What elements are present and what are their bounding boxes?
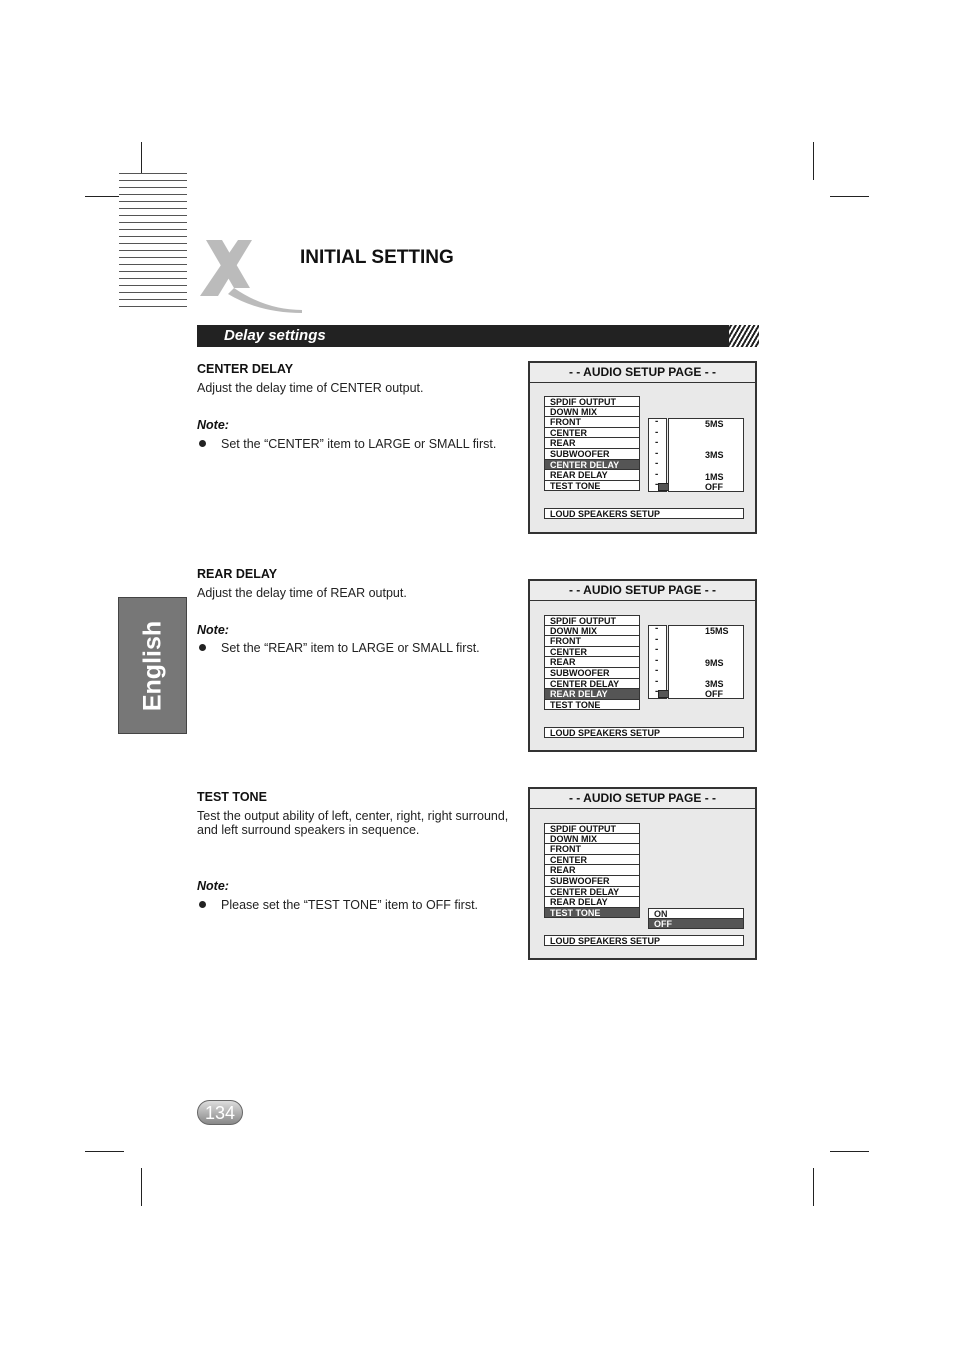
osd-menu-item[interactable]: REAR xyxy=(544,438,640,449)
osd-menu xyxy=(544,615,640,710)
page-number: 134 xyxy=(197,1100,243,1125)
osd-menu xyxy=(544,823,640,918)
osd-menu-item[interactable]: DOWN MIX xyxy=(544,407,640,418)
osd-menu-item[interactable]: CENTER xyxy=(544,428,640,439)
osd-menu-item[interactable]: CENTER DELAY xyxy=(544,887,640,898)
osd-menu-item[interactable]: REAR xyxy=(544,865,640,876)
osd-menu-item[interactable]: FRONT xyxy=(544,636,640,647)
osd-title: - - AUDIO SETUP PAGE - - xyxy=(530,581,755,601)
delay-value: 9MS xyxy=(705,658,724,668)
delay-value: OFF xyxy=(705,482,723,492)
osd-menu-item[interactable]: TEST TONE xyxy=(544,481,640,492)
osd-screen-rear-delay xyxy=(528,579,757,752)
option-on[interactable]: ON xyxy=(648,908,744,919)
test-tone-note-label: Note: xyxy=(197,879,229,893)
delay-value-panel xyxy=(668,418,744,492)
bullet-icon xyxy=(199,644,206,651)
section-title: Delay settings xyxy=(224,327,326,344)
osd-menu-item[interactable]: SPDIF OUTPUT xyxy=(544,823,640,834)
center-delay-heading: CENTER DELAY xyxy=(197,362,294,376)
osd-screen-center-delay xyxy=(528,361,757,534)
delay-value: 1MS xyxy=(705,472,724,482)
osd-menu-item[interactable]: DOWN MIX xyxy=(544,626,640,637)
slider-ticks: - - - - - - - xyxy=(655,416,659,490)
chapter-title: INITIAL SETTING xyxy=(300,247,454,268)
delay-value: 3MS xyxy=(705,679,724,689)
osd-screen-test-tone xyxy=(528,787,757,960)
osd-menu-item[interactable]: SPDIF OUTPUT xyxy=(544,396,640,407)
slider-ticks: - - - - - - - xyxy=(655,623,659,697)
crop-mark xyxy=(830,196,869,197)
osd-menu-item[interactable]: SPDIF OUTPUT xyxy=(544,615,640,626)
delay-value: 15MS xyxy=(705,626,729,636)
section-bar xyxy=(197,325,759,347)
osd-menu-item[interactable]: REAR DELAY xyxy=(544,897,640,908)
osd-menu xyxy=(544,396,640,491)
osd-menu-item-selected[interactable]: CENTER DELAY xyxy=(544,460,640,471)
osd-menu-item[interactable]: FRONT xyxy=(544,844,640,855)
test-tone-body-line2: and left surround speakers in sequence. xyxy=(197,823,420,837)
bullet-icon xyxy=(199,901,206,908)
delay-slider-track[interactable] xyxy=(648,418,667,492)
test-tone-options xyxy=(648,908,744,929)
osd-menu-item[interactable]: CENTER xyxy=(544,855,640,866)
osd-menu-item[interactable]: REAR DELAY xyxy=(544,470,640,481)
rear-delay-note-label: Note: xyxy=(197,623,229,637)
test-tone-note xyxy=(197,898,478,912)
osd-menu-item[interactable]: CENTER xyxy=(544,647,640,658)
language-tab xyxy=(118,597,187,734)
crop-mark xyxy=(85,1151,124,1152)
test-tone-body-line1: Test the output ability of left, center, right, right surround, xyxy=(197,809,509,823)
rear-delay-note xyxy=(197,641,480,655)
center-delay-note xyxy=(197,437,496,451)
bullet-icon xyxy=(199,440,206,447)
brand-logo-x xyxy=(196,238,302,313)
loud-speakers-setup[interactable]: LOUD SPEAKERS SETUP xyxy=(544,727,744,738)
crop-mark xyxy=(141,1168,142,1206)
osd-menu-item[interactable]: DOWN MIX xyxy=(544,834,640,845)
delay-value-panel xyxy=(668,625,744,699)
rear-delay-body: Adjust the delay time of REAR output. xyxy=(197,586,407,600)
osd-menu-item-selected[interactable]: REAR DELAY xyxy=(544,689,640,700)
osd-menu-item[interactable]: SUBWOOFER xyxy=(544,449,640,460)
header-stripes xyxy=(119,173,187,313)
delay-value: 5MS xyxy=(705,419,724,429)
loud-speakers-setup[interactable]: LOUD SPEAKERS SETUP xyxy=(544,508,744,519)
crop-mark xyxy=(830,1151,869,1152)
center-delay-note-label: Note: xyxy=(197,418,229,432)
rear-delay-note-text: Set the “REAR” item to LARGE or SMALL first. xyxy=(221,641,480,655)
osd-menu-item[interactable]: FRONT xyxy=(544,417,640,428)
osd-menu-item[interactable]: SUBWOOFER xyxy=(544,876,640,887)
test-tone-note-text: Please set the “TEST TONE” item to OFF first. xyxy=(221,898,479,912)
center-delay-body: Adjust the delay time of CENTER output. xyxy=(197,381,424,395)
section-bar-hatch xyxy=(729,325,759,347)
osd-title: - - AUDIO SETUP PAGE - - xyxy=(530,789,755,809)
option-off-selected[interactable]: OFF xyxy=(648,919,744,930)
delay-value: 3MS xyxy=(705,450,724,460)
test-tone-heading: TEST TONE xyxy=(197,790,267,804)
osd-menu-item[interactable]: CENTER DELAY xyxy=(544,679,640,690)
delay-slider-track[interactable] xyxy=(648,625,667,699)
osd-menu-item-selected[interactable]: TEST TONE xyxy=(544,908,640,919)
osd-menu-item[interactable]: TEST TONE xyxy=(544,700,640,711)
osd-title: - - AUDIO SETUP PAGE - - xyxy=(530,363,755,383)
center-delay-note-text: Set the “CENTER” item to LARGE or SMALL first. xyxy=(221,437,497,451)
language-tab-label: English xyxy=(138,620,166,711)
crop-mark xyxy=(813,1168,814,1206)
rear-delay-heading: REAR DELAY xyxy=(197,567,278,581)
crop-mark xyxy=(813,142,814,180)
osd-menu-item[interactable]: SUBWOOFER xyxy=(544,668,640,679)
loud-speakers-setup[interactable]: LOUD SPEAKERS SETUP xyxy=(544,935,744,946)
osd-menu-item[interactable]: REAR xyxy=(544,657,640,668)
delay-value: OFF xyxy=(705,689,723,699)
